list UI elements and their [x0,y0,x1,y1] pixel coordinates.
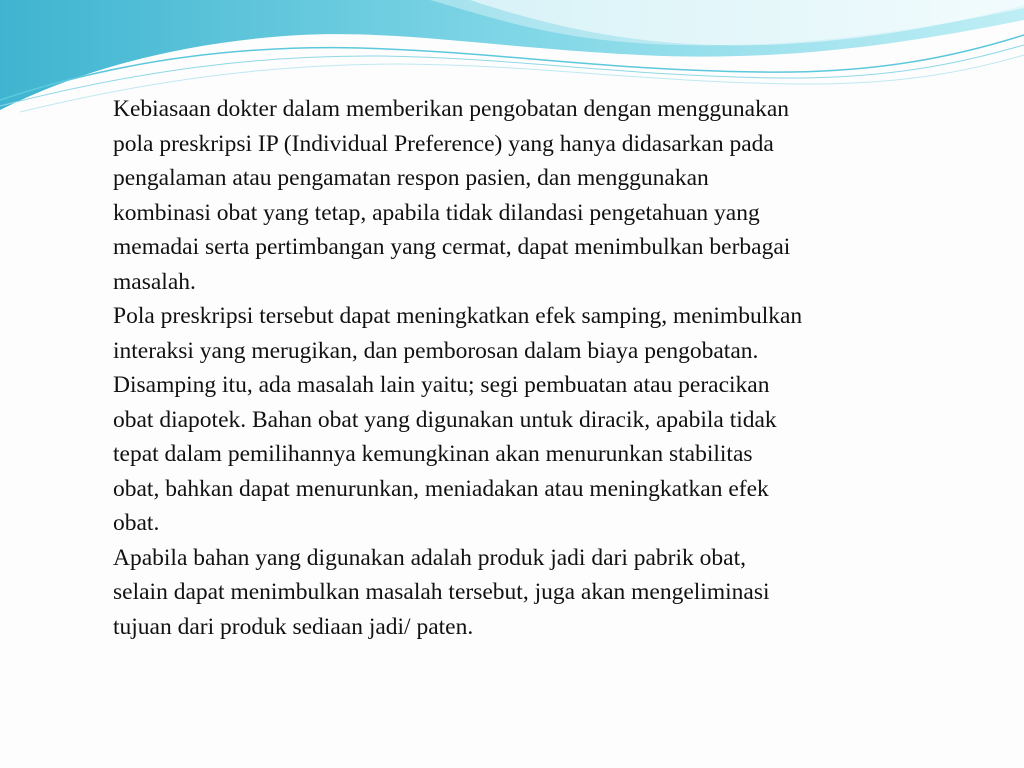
text-line: pengalaman atau pengamatan respon pasien, dan menggunakan [113,165,709,191]
slide-body-text [113,92,973,644]
text-line: tujuan dari produk sediaan jadi/ paten. [113,613,474,640]
text-line: obat diapotek. Bahan obat yang digunakan untuk diracik, apabila tidak [113,406,777,433]
text-line: masalah. [113,268,196,295]
paragraph-1 [113,92,973,299]
text-line: Kebiasaan dokter dalam memberikan pengobatan dengan menggunakan [113,96,790,122]
text-line: interaksi yang merugikan, dan pemborosan dalam biaya pengobatan. [113,337,759,364]
text-line: selain dapat menimbulkan masalah tersebut, juga akan mengeliminasi [113,579,770,605]
text-line: memadai serta pertimbangan yang cermat, dapat menimbulkan berbagai [113,234,791,260]
text-line: obat. [113,510,160,536]
text-line: pola preskripsi IP (Individual Preference) yang hanya didasarkan pada [113,130,774,157]
text-line: obat, bahkan dapat menurunkan, meniadakan atau meningkatkan efek [113,475,769,502]
paragraph-2 [113,299,973,541]
paragraph-3 [113,541,973,645]
text-line: Pola preskripsi tersebut dapat meningkatkan efek samping, menimbulkan [113,303,803,329]
text-line: kombinasi obat yang tetap, apabila tidak dilandasi pengetahuan yang [113,199,760,226]
text-line: Disamping itu, ada masalah lain yaitu; segi pembuatan atau peracikan [113,372,770,398]
text-line: tepat dalam pemilihannya kemungkinan akan menurunkan stabilitas [113,441,753,467]
text-line: Apabila bahan yang digunakan adalah produk jadi dari pabrik obat, [113,544,746,571]
